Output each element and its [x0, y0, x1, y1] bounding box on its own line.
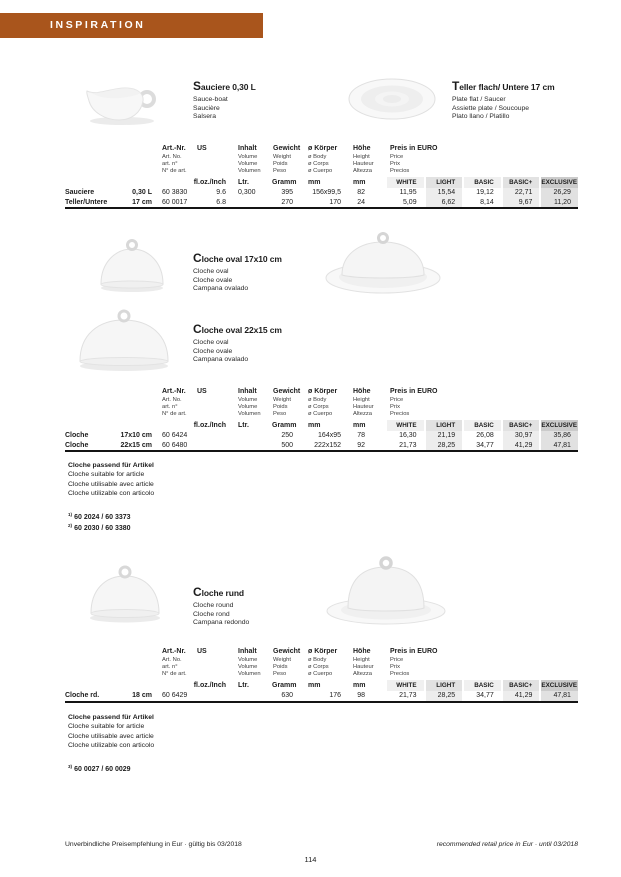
price-level-basic-plus: BASIC+: [501, 177, 540, 188]
note-line: Cloche passend für Artikel: [68, 462, 154, 469]
cell-price-basic: 34,77: [462, 441, 501, 451]
price-level-exclusive: EXCLUSIVE: [541, 682, 578, 689]
cell-artnr: 60 6480: [162, 442, 188, 449]
footnote-text: 60 2030 / 60 3380: [74, 525, 131, 533]
footnote-2: [68, 523, 131, 532]
col-header-hoehe: Höhe Height Hauteur Altezza: [353, 388, 374, 417]
table-bottom-rule: [65, 207, 578, 209]
price-level-light: LIGHT: [424, 177, 463, 188]
col-header-us: US: [197, 648, 207, 655]
note-line: Cloche utilisable avec article: [68, 480, 154, 488]
cell-hoehe: 24: [357, 199, 365, 206]
unit-inhalt: Ltr.: [238, 682, 249, 689]
price-level-basic: BASIC: [462, 177, 501, 188]
unit-us: fl.oz./Inch: [193, 422, 226, 429]
product-title: Cloche oval 22x15 cm: [193, 322, 282, 336]
page-title: INSPIRATION: [50, 19, 146, 31]
col-header-preis: Preis in EURO Price Prix Precios: [390, 388, 438, 417]
unit-us: fl.oz./Inch: [193, 179, 226, 186]
note-line: Cloche suitable for article: [68, 723, 145, 731]
product-translation: Cloche round: [193, 602, 234, 609]
footer-price-note-en: recommended retail price in Eur · until 03/2018: [436, 841, 578, 848]
note-line: Cloche utilisable avec article: [68, 732, 154, 740]
col-header-inhalt: Inhalt Volume Volume Volumen: [238, 145, 261, 174]
cell-hoehe: 98: [357, 692, 365, 699]
spec-table-1: [0, 143, 621, 217]
table-row: [65, 431, 578, 441]
cell-price-white: 16,30: [385, 431, 424, 441]
table-row: [65, 691, 578, 701]
cell-price-exclusive: 26,29: [539, 188, 578, 198]
cell-price-basic: 34,77: [462, 691, 501, 701]
footnote-marker: 1): [68, 512, 73, 517]
product-translation: Cloche rond: [193, 610, 230, 618]
unit-gewicht: Gramm: [272, 179, 297, 186]
cell-price-basic: 19,12: [462, 188, 501, 198]
cloche-round-image: [83, 560, 167, 624]
cell-name: Sauciere: [65, 189, 95, 196]
price-level-light: LIGHT: [424, 680, 463, 691]
cloche-fit-note: [68, 713, 154, 750]
price-level-white: WHITE: [385, 420, 424, 431]
col-header-hoehe: Höhe Height Hauteur Altezza: [353, 648, 374, 677]
cell-inhalt: 0,300: [238, 189, 256, 196]
col-header-inhalt: Inhalt Volume Volume Volumen: [238, 648, 261, 677]
note-line: Cloche utilizable con articolo: [68, 741, 155, 749]
price-level-exclusive: EXCLUSIVE: [541, 179, 578, 186]
cell-artnr: 60 6429: [162, 692, 188, 699]
col-header-hoehe: Höhe Height Hauteur Altezza: [353, 145, 374, 174]
product-translation: Cloche oval: [193, 339, 229, 346]
unit-koerper: mm: [308, 422, 321, 429]
cell-artnr: 60 0017: [162, 199, 188, 206]
sauce-boat-image: [80, 74, 164, 128]
col-header-us: US: [197, 145, 207, 152]
footnote-text: 60 0027 / 60 0029: [74, 766, 131, 774]
cell-size: 18 cm: [132, 692, 152, 699]
footer-price-note-de: Unverbindliche Preisempfehlung in Eur · gültig bis 03/2018: [65, 841, 242, 848]
col-header-koerper: ø Körper ø Body ø Corps ø Cuerpo: [308, 388, 338, 417]
spec-table-3: [0, 646, 621, 720]
cell-price-basic: 8,14: [462, 198, 501, 208]
col-header-gewicht: Gewicht Weight Poids Peso: [273, 648, 301, 677]
cell-gewicht: 395: [281, 189, 293, 196]
cell-price-exclusive: 35,86: [539, 431, 578, 441]
cell-size: 0,30 L: [132, 189, 152, 196]
product-info-cloche-oval-big: [193, 322, 368, 365]
cell-price-light: 21,19: [424, 431, 463, 441]
cell-price-exclusive: 47,81: [539, 441, 578, 451]
table-row: [65, 188, 578, 198]
footnote-text: 60 2024 / 60 3373: [74, 514, 131, 522]
cell-koerper: 176: [329, 692, 341, 699]
product-info-sauciere: [193, 79, 368, 122]
product-translation: Plato llano / Platillo: [452, 113, 510, 121]
cell-price-exclusive: 11,20: [539, 198, 578, 208]
product-translation: Saucière: [193, 104, 220, 112]
unit-inhalt: Ltr.: [238, 179, 249, 186]
cell-koerper: 164x95: [318, 432, 341, 439]
cell-price-basic-plus: 30,97: [501, 431, 540, 441]
price-level-white: WHITE: [385, 177, 424, 188]
cell-price-basic-plus: 41,29: [501, 691, 540, 701]
col-header-us: US: [197, 388, 207, 395]
cell-hoehe: 92: [357, 442, 365, 449]
cell-price-light: 28,25: [424, 691, 463, 701]
unit-hoehe: mm: [353, 682, 366, 689]
product-translation: Sauce-boat: [193, 96, 228, 103]
product-info-cloche-oval-small: [193, 251, 368, 294]
col-header-koerper: ø Körper ø Body ø Corps ø Cuerpo: [308, 648, 338, 677]
cell-name: Cloche: [65, 442, 89, 449]
unit-koerper: mm: [308, 179, 321, 186]
price-level-white: WHITE: [385, 680, 424, 691]
product-info-teller: [452, 79, 621, 122]
product-translation: Cloche ovale: [193, 276, 233, 284]
units-row: [65, 680, 578, 691]
product-translation: Salsera: [193, 113, 217, 121]
col-header-inhalt: Inhalt Volume Volume Volumen: [238, 388, 261, 417]
cell-hoehe: 82: [357, 189, 365, 196]
product-title: Sauciere 0,30 L: [193, 79, 256, 93]
product-translation: Cloche ovale: [193, 347, 233, 355]
product-translation: Cloche oval: [193, 268, 229, 275]
product-info-cloche-rund: [193, 585, 368, 628]
price-level-exclusive: EXCLUSIVE: [541, 422, 578, 429]
unit-us: fl.oz./Inch: [193, 682, 226, 689]
page-number: 114: [304, 855, 317, 864]
product-translation: Campana redondo: [193, 619, 250, 627]
note-line: Cloche passend für Artikel: [68, 714, 154, 721]
units-row: [65, 420, 578, 431]
footnote-3: [68, 764, 131, 773]
cell-price-light: 15,54: [424, 188, 463, 198]
cell-price-basic-plus: 9,67: [501, 198, 540, 208]
price-level-basic: BASIC: [462, 420, 501, 431]
cell-price-exclusive: 47,81: [539, 691, 578, 701]
product-title: Cloche oval 17x10 cm: [193, 251, 282, 265]
col-header-gewicht: Gewicht Weight Poids Peso: [273, 145, 301, 174]
cell-koerper: 156x99,5: [312, 189, 341, 196]
cell-price-white: 21,73: [385, 691, 424, 701]
footnote-marker: 3): [68, 764, 73, 769]
cell-artnr: 60 6424: [162, 432, 188, 439]
cell-artnr: 60 3830: [162, 189, 188, 196]
cloche-oval-large-image: [72, 305, 176, 373]
table-bottom-rule: [65, 450, 578, 452]
unit-hoehe: mm: [353, 179, 366, 186]
spec-table-2: [0, 386, 621, 460]
product-translation: Assiette plate / Soucoupe: [452, 104, 530, 112]
units-row: [65, 177, 578, 188]
cell-size: 17x10 cm: [120, 432, 152, 439]
cell-size: 22x15 cm: [120, 442, 152, 449]
col-header-gewicht: Gewicht Weight Poids Peso: [273, 388, 301, 417]
cell-price-white: 11,95: [385, 188, 424, 198]
note-line: Cloche utilizable con articolo: [68, 489, 155, 497]
cell-name: Cloche rd.: [65, 692, 100, 699]
unit-hoehe: mm: [353, 422, 366, 429]
product-translation: Campana ovalado: [193, 356, 249, 364]
cloche-oval-small-image: [93, 236, 171, 294]
price-level-basic-plus: BASIC+: [501, 680, 540, 691]
cell-size: 17 cm: [132, 199, 152, 206]
cell-us: 9.6: [216, 189, 226, 196]
cell-gewicht: 630: [281, 692, 293, 699]
col-header-artnr: Art.-Nr. Art. No. art. n° N° de art.: [162, 388, 187, 417]
cell-hoehe: 78: [357, 432, 365, 439]
col-header-preis: Preis in EURO Price Prix Precios: [390, 648, 438, 677]
footnote-1: [68, 512, 131, 521]
cell-price-basic: 26,08: [462, 431, 501, 441]
cell-us: 6.8: [216, 199, 226, 206]
unit-gewicht: Gramm: [272, 422, 297, 429]
price-level-basic-plus: BASIC+: [501, 420, 540, 431]
cell-gewicht: 500: [281, 442, 293, 449]
unit-koerper: mm: [308, 682, 321, 689]
cell-price-white: 5,09: [385, 198, 424, 208]
price-level-light: LIGHT: [424, 420, 463, 431]
cell-price-basic-plus: 41,29: [501, 441, 540, 451]
cell-koerper: 222x152: [314, 442, 341, 449]
cell-gewicht: 270: [281, 199, 293, 206]
col-header-artnr: Art.-Nr. Art. No. art. n° N° de art.: [162, 145, 187, 174]
note-line: Cloche suitable for article: [68, 471, 145, 479]
cell-koerper: 170: [329, 199, 341, 206]
col-header-preis: Preis in EURO Price Prix Precios: [390, 145, 438, 174]
product-translation: Plate flat / Saucer: [452, 96, 506, 103]
section-header-bar: [0, 13, 263, 38]
product-translation: Campana ovalado: [193, 285, 249, 293]
price-level-basic: BASIC: [462, 680, 501, 691]
cell-price-basic-plus: 22,71: [501, 188, 540, 198]
cloche-fit-note: [68, 461, 154, 498]
cell-name: Teller/Untere: [65, 199, 108, 206]
table-bottom-rule: [65, 701, 578, 703]
cell-price-white: 21,73: [385, 441, 424, 451]
cell-gewicht: 250: [281, 432, 293, 439]
unit-inhalt: Ltr.: [238, 422, 249, 429]
product-title: Teller flach/ Untere 17 cm: [452, 79, 555, 93]
col-header-artnr: Art.-Nr. Art. No. art. n° N° de art.: [162, 648, 187, 677]
saucer-image: [346, 76, 438, 122]
footnote-marker: 2): [68, 523, 73, 528]
cell-name: Cloche: [65, 432, 89, 439]
unit-gewicht: Gramm: [272, 682, 297, 689]
col-header-koerper: ø Körper ø Body ø Corps ø Cuerpo: [308, 145, 338, 174]
cell-price-light: 6,62: [424, 198, 463, 208]
product-title: Cloche rund: [193, 585, 245, 599]
cell-price-light: 28,25: [424, 441, 463, 451]
